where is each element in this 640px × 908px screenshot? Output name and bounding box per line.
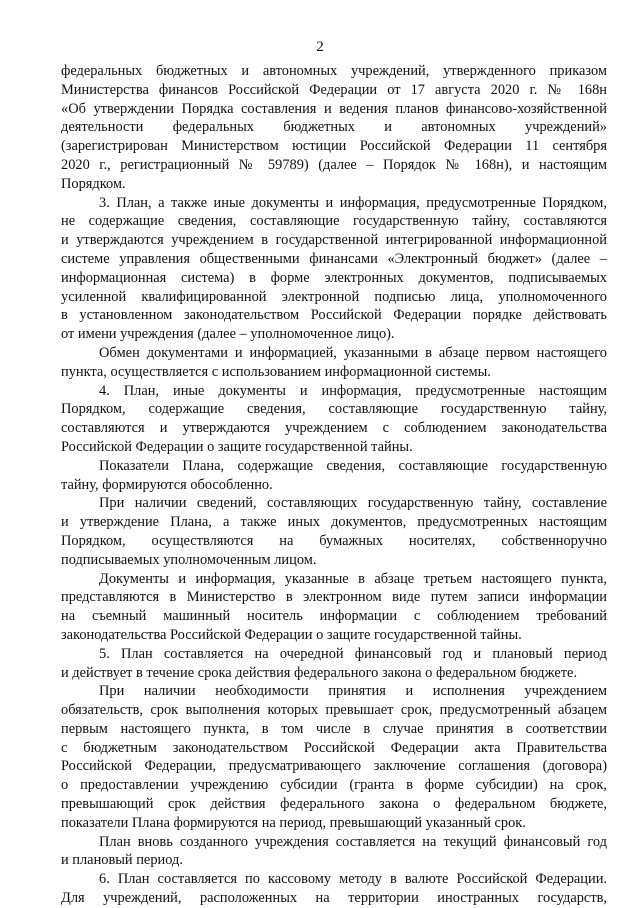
text-line: показатели Плана формируются на период, превышающий указанный срок. <box>61 814 526 831</box>
paragraph <box>61 457 607 495</box>
text-line: Порядком. <box>61 175 126 192</box>
text-line: тайну, формируются обособленно. <box>61 476 273 493</box>
text-line: Для учреждений, расположенных на территории иностранных государств, <box>61 890 607 907</box>
text-line: представляются в Министерство в электронном виде путем записи информации <box>61 589 607 606</box>
text-line: 5. План составляется на очередной финансовый год и плановый период <box>99 645 607 662</box>
text-line: первым настоящего пункта, в том числе в случае принятия в соответствии <box>61 720 607 737</box>
text-line: от имени учреждения (далее – уполномоченное лицо). <box>61 326 395 343</box>
text-line: Показатели Плана, содержащие сведения, составляющие государственную <box>99 457 607 474</box>
text-line: Обмен документами и информацией, указанными в абзаце первом настоящего <box>99 344 607 361</box>
paragraph <box>61 382 607 457</box>
paragraph <box>61 682 607 832</box>
text-line: 6. План составляется по кассовому методу в валюте Российской Федерации. <box>99 871 607 888</box>
text-line: пункта, осуществляется с использованием информационной системы. <box>61 363 491 380</box>
paragraph <box>61 194 607 344</box>
text-line: с бюджетным законодательством Российской Федерации акта Правительства <box>61 739 607 756</box>
text-line: Порядком, содержащие сведения, составляющие государственную тайну, <box>61 401 607 418</box>
text-line: федеральных бюджетных и автономных учреждений, утвержденного приказом <box>61 63 607 79</box>
text-line: деятельности федеральных бюджетных и автономных учреждений» <box>61 119 607 136</box>
text-line: и утверждение Плана, а также иных документов, предусмотренных настоящим <box>61 514 607 531</box>
text-line: составляются и утверждаются учреждением с соблюдением законодательства <box>61 420 607 437</box>
text-line: Российской Федерации о защите государственной тайны. <box>61 438 413 455</box>
text-line: не содержащие сведения, составляющие государственную тайну, составляются <box>61 213 607 230</box>
text-line: системе управления общественными финансами «Электронный бюджет» (далее – <box>61 250 607 267</box>
text-line: Порядком, осуществляются на бумажных носителях, собственноручно <box>61 532 607 549</box>
paragraph <box>61 62 607 194</box>
text-line: «Об утверждении Порядка составления и ведения планов финансово-хозяйственной <box>61 100 607 117</box>
text-line: Документы и информация, указанные в абзаце третьем настоящего пункта, <box>99 570 607 587</box>
text-line: При наличии сведений, составляющих государственную тайну, составление <box>99 495 607 512</box>
page-number: 2 <box>316 39 324 55</box>
text-line: информационная система) в форме электронных документов, подписываемых <box>61 269 607 286</box>
text-line: на съемный машинный носитель информации с соблюдением требований <box>61 608 607 625</box>
text-line: и плановый период. <box>61 852 183 869</box>
text-line: в установленном законодательством Российской Федерации порядке действовать <box>61 307 607 324</box>
text-line: и утверждаются учреждением в государственной интегрированной информационной <box>61 232 607 249</box>
text-line: При наличии необходимости принятия и исполнения учреждением <box>99 683 607 700</box>
paragraph <box>61 645 607 683</box>
text-line: Министерства финансов Российской Федерации от 17 августа 2020 г. № 168н <box>61 81 607 98</box>
text-line: Российской Федерации, предусматривающего заключение соглашения (договора) <box>61 758 607 775</box>
paragraph <box>61 494 607 569</box>
text-line: о предоставлении учреждению субсидии (гранта в форме субсидии) на срок, <box>61 777 607 794</box>
paragraph <box>61 870 607 908</box>
text-line: и действует в течение срока действия федерального закона о федеральном бюджете. <box>61 664 578 681</box>
paragraph <box>61 344 607 382</box>
paragraph <box>61 570 607 645</box>
text-line: 4. План, иные документы и информация, предусмотренные настоящим <box>99 382 607 399</box>
paragraph <box>61 833 607 871</box>
text-line: подписываемых уполномоченным лицом. <box>61 551 317 568</box>
document-body <box>61 62 607 908</box>
text-line: План вновь созданного учреждения составляется на текущий финансовый год <box>99 833 607 850</box>
text-line: превышающий срок действия федерального закона о федеральном бюджете, <box>61 796 607 813</box>
text-line: усиленной квалифицированной электронной подписью лица, уполномоченного <box>61 288 607 305</box>
text-line: 2020 г., регистрационный № 59789) (далее – Порядок № 168н), и настоящим <box>61 156 607 173</box>
text-line: (зарегистрирован Министерством юстиции Российской Федерации 11 сентября <box>61 138 607 155</box>
text-line: обязательств, срок выполнения которых превышает срок, предусмотренный абзацем <box>61 702 607 719</box>
text-line: 3. План, а также иные документы и информация, предусмотренные Порядком, <box>99 194 607 211</box>
text-line: законодательства Российской Федерации о защите государственной тайны. <box>61 626 522 643</box>
